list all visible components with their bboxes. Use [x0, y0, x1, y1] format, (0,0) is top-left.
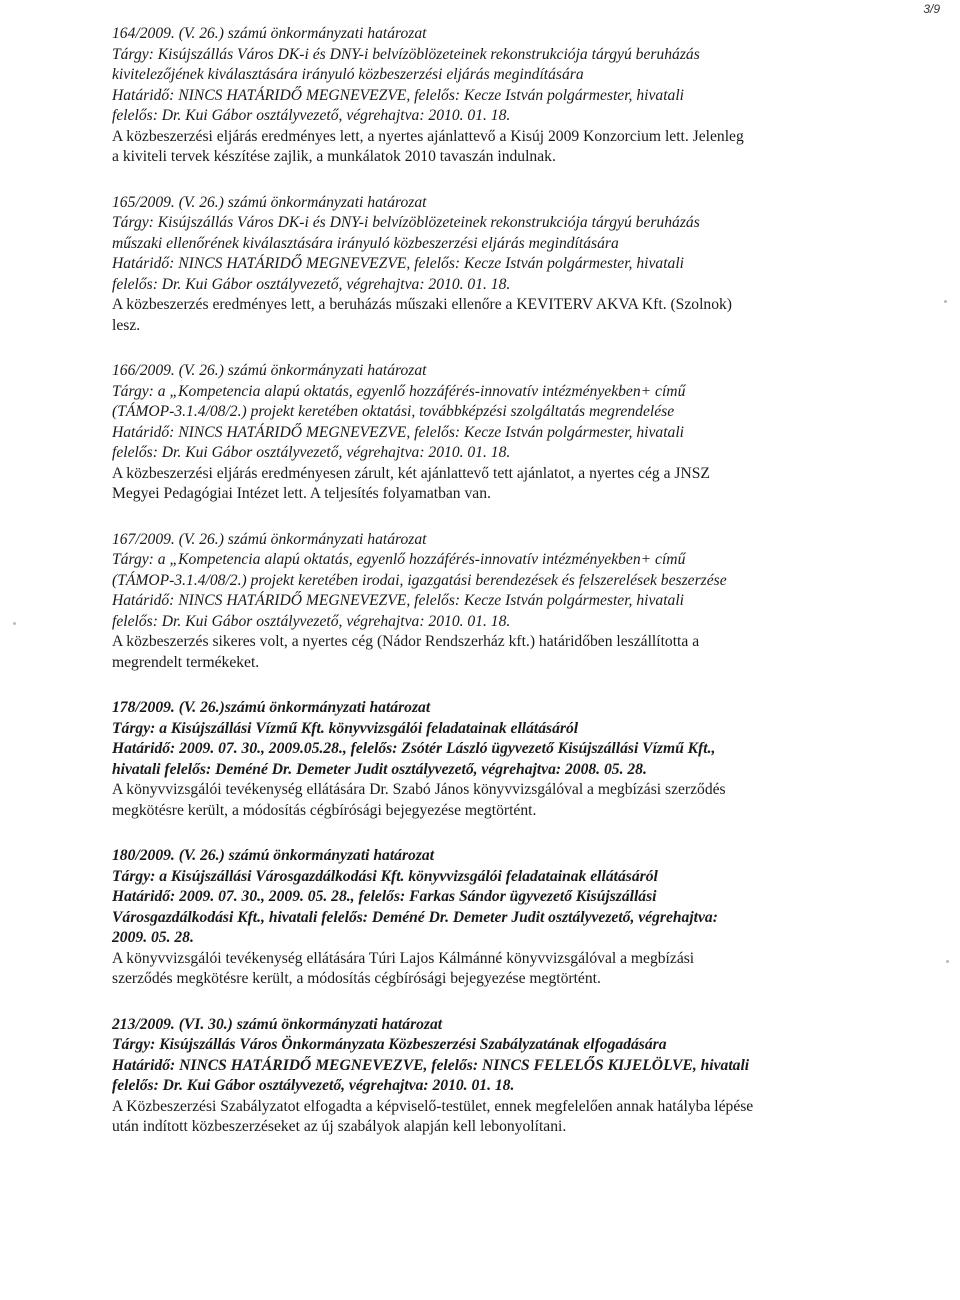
resolution-deadline-line: felelős: Dr. Kui Gábor osztályvezető, végrehajtva: 2010. 01. 18.: [112, 612, 511, 630]
resolution-deadline-line: Városgazdálkodási Kft., hivatali felelős: Deméné Dr. Demeter Judit osztályvezető, végrehajtva:: [112, 908, 718, 926]
resolution-subject-line: műszaki ellenőrének kiválasztására irányuló közbeszerzési eljárás megindítására: [112, 234, 619, 252]
resolution-subject-line: Tárgy: Kisújszállás Város DK-i és DNY-i belvízöblözeteinek rekonstrukciója tárgyú beruházás: [112, 45, 700, 63]
resolution-status-line: szerződés megkötésre került, a módosítás cégbírósági bejegyezése megtörtént.: [112, 970, 601, 987]
resolution-number: 166/2009. (V. 26.) számú önkormányzati határozat: [112, 362, 427, 379]
resolution-number: 178/2009. (V. 26.)számú önkormányzati határozat: [112, 699, 431, 716]
resolution-status-line: Megyei Pedagógiai Intézet lett. A teljesítés folyamatban van.: [112, 485, 491, 502]
document-body: [112, 24, 850, 1163]
resolution-number: 164/2009. (V. 26.) számú önkormányzati határozat: [112, 25, 427, 42]
resolution-deadline-line: Határidő: NINCS HATÁRIDŐ MEGNEVEZVE, felelős: NINCS FELELŐS KIJELÖLVE, hivatali: [112, 1056, 750, 1074]
resolution-status-line: A közbeszerzési eljárás eredményesen zárult, két ajánlattevő tett ajánlatot, a nyertes cég a JNSZ: [112, 464, 710, 482]
resolution-subject-line: (TÁMOP-3.1.4/08/2.) projekt keretében oktatási, továbbképzési szolgáltatás megrendelése: [112, 403, 675, 420]
resolution-status-line: után indított közbeszerzéseket az új szabályok alapján kell lebonyolítani.: [112, 1118, 567, 1135]
resolution-status-line: A közbeszerzési eljárás eredményes lett, a nyertes ajánlattevő a Kisúj 2009 Konzorcium lett. Jelenleg: [112, 127, 744, 145]
resolution-deadline-line: hivatali felelős: Deméné Dr. Demeter Judit osztályvezető, végrehajtva: 2008. 05. 28.: [112, 760, 647, 778]
resolution-status-line: megkötésre került, a módosítás cégbírósági bejegyezése megtörtént.: [112, 801, 537, 819]
resolution-status-line: A közbeszerzés eredményes lett, a beruházás műszaki ellenőre a KEVITERV AKVA Kft. (Szolnok): [112, 296, 732, 313]
resolution-status-line: A könyvvizsgálói tevékenység ellátására Dr. Szabó János könyvvizsgálóval a megbízási szerződés: [112, 781, 726, 798]
resolution-status-line: A Közbeszerzési Szabályzatot elfogadta a képviselő-testület, ennek megfelelően annak hatályba lépése: [112, 1097, 754, 1115]
resolution-number: 180/2009. (V. 26.) számú önkormányzati határozat: [112, 847, 435, 864]
resolution-entry: [112, 1015, 850, 1138]
resolution-status-line: A könyvvizsgálói tevékenység ellátására Túri Lajos Kálmánné könyvvizsgálóval a megbízási: [112, 949, 695, 967]
page-number: 3/9: [923, 2, 940, 16]
scan-speck: [946, 960, 949, 963]
resolution-deadline-line: Határidő: 2009. 07. 30., 2009. 05. 28., felelős: Farkas Sándor ügyvezető Kisújszállási: [112, 888, 657, 905]
resolution-status-line: lesz.: [112, 316, 141, 334]
resolution-deadline-line: felelős: Dr. Kui Gábor osztályvezető, végrehajtva: 2010. 01. 18.: [112, 444, 511, 461]
resolution-subject-line: (TÁMOP-3.1.4/08/2.) projekt keretében irodai, igazgatási berendezések és felszerelések beszerzése: [112, 571, 727, 589]
resolution-deadline-line: Határidő: NINCS HATÁRIDŐ MEGNEVEZVE, felelős: Kecze István polgármester, hivatali: [112, 423, 684, 441]
resolution-entry: [112, 530, 850, 674]
resolution-entry: [112, 24, 850, 168]
resolution-subject-line: Tárgy: a Kisújszállási Városgazdálkodási Kft. könyvvizsgálói feladatainak ellátásáról: [112, 867, 658, 885]
resolution-deadline-line: felelős: Dr. Kui Gábor osztályvezető, végrehajtva: 2010. 01. 18.: [112, 1077, 515, 1094]
resolution-deadline-line: Határidő: NINCS HATÁRIDŐ MEGNEVEZVE, felelős: Kecze István polgármester, hivatali: [112, 255, 684, 272]
scan-speck: [13, 622, 16, 625]
resolution-number: 213/2009. (VI. 30.) számú önkormányzati határozat: [112, 1015, 443, 1033]
resolution-deadline-line: Határidő: 2009. 07. 30., 2009.05.28., felelős: Zsótér László ügyvezető Kisújszállási Vízmű Kft.,: [112, 740, 716, 757]
scan-speck: [944, 300, 947, 303]
resolution-status-line: a kiviteli tervek készítése zajlik, a munkálatok 2010 tavaszán indulnak.: [112, 148, 556, 165]
resolution-subject-line: Tárgy: a Kisújszállási Vízmű Kft. könyvvizsgálói feladatainak ellátásáról: [112, 719, 579, 737]
resolution-entry: [112, 846, 850, 990]
resolution-entry: [112, 193, 850, 337]
resolution-subject-line: Tárgy: Kisújszállás Város DK-i és DNY-i belvízöblözeteinek rekonstrukciója tárgyú beruházás: [112, 214, 700, 231]
resolution-status-line: megrendelt termékeket.: [112, 653, 260, 671]
resolution-status-line: A közbeszerzés sikeres volt, a nyertes cég (Nádor Rendszerház kft.) határidőben leszállította a: [112, 633, 700, 650]
resolution-entry: [112, 361, 850, 505]
resolution-subject-line: Tárgy: a „Kompetencia alapú oktatás, egyenlő hozzáférés-innovatív intézményekben+ című: [112, 551, 686, 568]
resolution-subject-line: Tárgy: a „Kompetencia alapú oktatás, egyenlő hozzáférés-innovatív intézményekben+ című: [112, 382, 686, 400]
resolution-deadline-line: felelős: Dr. Kui Gábor osztályvezető, végrehajtva: 2010. 01. 18.: [112, 275, 511, 293]
resolution-deadline-line: Határidő: NINCS HATÁRIDŐ MEGNEVEZVE, felelős: Kecze István polgármester, hivatali: [112, 86, 684, 104]
resolution-deadline-line: Határidő: NINCS HATÁRIDŐ MEGNEVEZVE, felelős: Kecze István polgármester, hivatali: [112, 592, 684, 609]
resolution-subject-line: Tárgy: Kisújszállás Város Önkormányzata Közbeszerzési Szabályzatának elfogadására: [112, 1036, 667, 1053]
resolution-subject-line: kivitelezőjének kiválasztására irányuló közbeszerzési eljárás megindítására: [112, 66, 584, 83]
resolution-entry: [112, 698, 850, 821]
resolution-number: 167/2009. (V. 26.) számú önkormányzati határozat: [112, 530, 427, 548]
resolution-number: 165/2009. (V. 26.) számú önkormányzati határozat: [112, 193, 427, 211]
resolution-deadline-line: felelős: Dr. Kui Gábor osztályvezető, végrehajtva: 2010. 01. 18.: [112, 107, 511, 124]
resolution-deadline-line: 2009. 05. 28.: [112, 929, 194, 946]
